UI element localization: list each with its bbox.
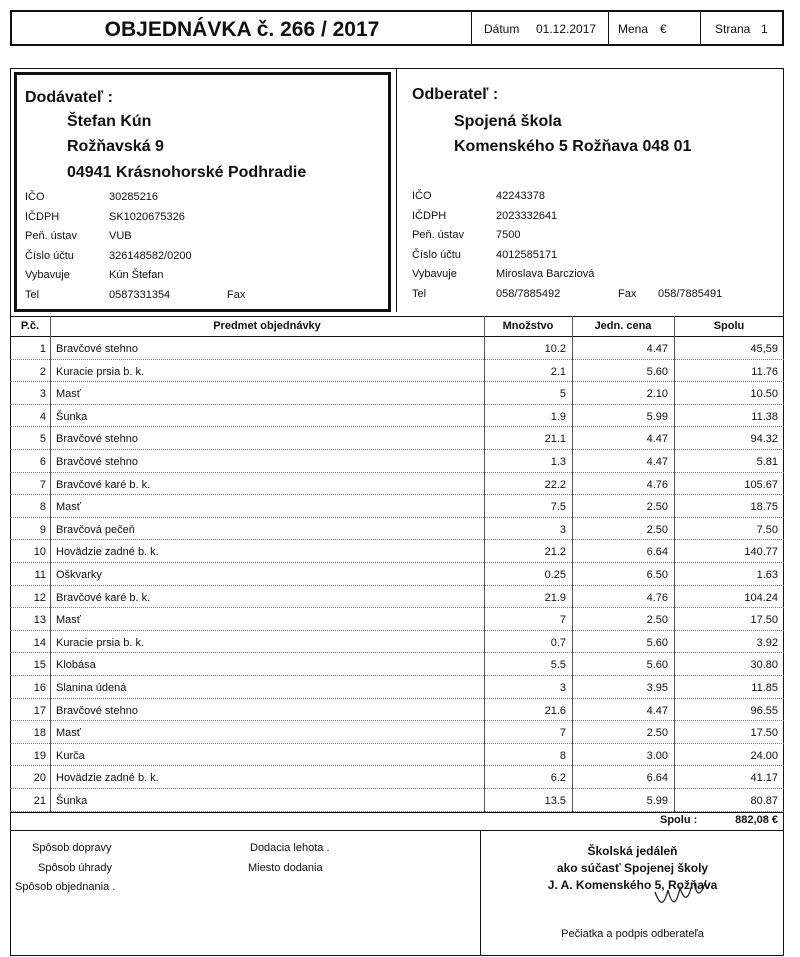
row-total: 80.87 [750,795,778,807]
footer [10,830,784,956]
table-row [10,766,784,789]
supplier-heading: Dodávateľ : [25,89,113,106]
table-row [10,473,784,496]
page-label: Strana [715,22,751,36]
row-item: Bravčové stehno [56,343,138,355]
row-quantity: 3 [559,523,566,536]
delivery-time-label: Dodacia lehota . [250,842,330,854]
row-total: 17.50 [750,727,778,740]
row-quantity: 21.2 [544,546,566,559]
row-quantity: 6.2 [550,772,566,785]
currency-label: Mena [618,22,649,36]
supplier-field-value: SK1020675326 [109,210,185,223]
row-number: 6 [39,456,46,468]
customer-field-label: Tel [412,288,427,300]
header-bar [10,10,784,46]
row-total: 10.50 [750,388,778,401]
row-unit-price: 6.64 [646,546,668,559]
row-quantity: 8 [559,749,566,762]
table-row [10,495,784,518]
row-item: Kuracie prsia b. k. [56,365,145,378]
supplier-name: Štefan Kún [67,113,152,130]
stamp-line-2: ako súčasť Spojenej školy [556,861,709,875]
row-quantity: 2.1 [550,365,566,378]
row-number: 7 [39,478,46,491]
divider [608,12,609,44]
row-number: 13 [33,614,46,627]
row-total: 11.38 [751,410,778,423]
row-item: Bravčová pečeň [56,523,135,536]
date-value: 01.12.2017 [536,22,597,36]
row-total: 94.32 [750,433,778,446]
row-quantity: 5 [559,388,566,401]
delivery-place-label: Miesto dodania [248,862,323,874]
row-total: 18.75 [750,501,778,514]
customer-name: Spojená škola [454,113,562,130]
row-item: Bravčové karé b. k. [56,478,151,491]
table-row [10,360,784,383]
page-value: 1 [761,22,768,36]
row-number: 11 [34,569,46,581]
row-item: Hovädzie zadné b. k. [56,546,159,559]
row-quantity: 7 [559,614,566,627]
row-item: Šunka [56,410,88,423]
row-total: 104.24 [744,591,778,604]
customer-field-value: 7500 [496,229,521,242]
row-total: 140.77 [744,546,778,559]
row-unit-price: 5.99 [646,795,668,807]
row-unit-price: 4.47 [646,433,668,446]
row-unit-price: 5.60 [646,659,668,672]
supplier-field-label: IČDPH [25,210,60,223]
row-quantity: 22.2 [544,478,566,491]
row-item: Klobása [56,659,96,672]
sum-value: 882,08 € [735,814,778,826]
col-header-quantity: Množstvo [502,320,554,332]
row-quantity: 0.25 [544,569,566,581]
row-total: 24.00 [750,749,778,762]
supplier-fax-label: Fax [227,289,246,301]
row-number: 4 [39,410,46,423]
payment-label: Spôsob úhrady [38,862,112,874]
table-row [10,540,784,563]
stamp-line-3: J. A. Komenského 5, Rožňava [547,878,718,892]
customer-field-value: 4012585171 [496,248,558,261]
signature-scribble [650,870,730,910]
supplier-field-label: Vybavuje [25,269,70,281]
row-number: 17 [33,704,46,717]
table-row [10,676,784,699]
row-item: Bravčové stehno [56,456,138,468]
col-header-item: Predmet objednávky [213,320,321,332]
sum-label: Spolu : [660,814,698,826]
row-unit-price: 2.50 [646,614,668,627]
row-item: Bravčové stehno [56,704,138,717]
customer-field-label: IČDPH [412,209,447,222]
row-number: 14 [33,636,46,649]
supplier-city: 04941 Krásnohorské Podhradie [67,164,307,181]
row-quantity: 13.5 [544,795,566,807]
row-quantity: 21.1 [544,433,566,446]
row-total: 96.55 [750,704,778,717]
supplier-field-label: IČO [25,191,45,203]
supplier-field-value: 326148582/0200 [109,249,192,262]
row-total: 7.50 [756,523,778,536]
customer-field-label: Vybavuje [412,268,457,281]
row-total: 30.80 [750,659,778,672]
row-number: 1 [39,343,46,355]
signature-caption: Pečiatka a podpis odberateľa [561,928,704,940]
row-unit-price: 5.99 [646,410,668,423]
row-unit-price: 4.47 [646,704,668,717]
supplier-field-value: 0587331354 [109,288,171,301]
order-method-label: Spôsob objednania . [15,881,116,893]
row-total: 17.50 [750,614,778,627]
row-unit-price: 5.60 [646,365,668,378]
table-row [10,789,784,812]
date-label: Dátum [484,22,520,36]
row-quantity: 3 [559,682,566,694]
col-header-total: Spolu [713,320,745,332]
customer-field-label: Peň. ústav [412,229,464,242]
row-quantity: 10.2 [544,343,566,355]
transport-label: Spôsob dopravy [32,842,112,854]
row-number: 19 [33,749,46,762]
row-item: Oškvarky [56,569,102,581]
page-title: OBJEDNÁVKA č. 266 / 2017 [104,18,380,41]
row-unit-price: 4.47 [646,456,668,468]
row-unit-price: 5.60 [646,636,668,649]
row-number: 3 [39,388,46,401]
table-row [10,405,784,428]
row-quantity: 21.6 [544,704,566,717]
row-total: 11.85 [751,682,778,694]
col-header-number: P.č. [20,320,40,332]
stamp-line-1: Školská jedáleň [587,844,678,858]
row-total: 45,59 [750,343,778,355]
row-item: Masť [56,727,81,740]
customer-fax-value: 058/7885491 [658,288,723,300]
row-quantity: 1.3 [550,456,566,468]
row-unit-price: 2.50 [646,727,668,740]
row-quantity: 0.7 [550,636,566,649]
row-unit-price: 2.50 [646,523,668,536]
supplier-field-label: Číslo účtu [25,249,74,262]
customer-field-value: 2023332641 [496,209,558,222]
row-number: 9 [39,523,46,536]
currency-value: € [660,22,667,36]
table-row [10,450,784,473]
row-item: Kurča [56,749,85,762]
customer-field-label: Číslo účtu [412,248,461,261]
row-item: Slanina údená [56,682,127,694]
row-item: Bravčové stehno [56,433,138,446]
table-row [10,653,784,676]
row-quantity: 1.9 [550,410,566,423]
row-total: 3.92 [756,636,778,649]
row-number: 15 [33,659,46,672]
row-unit-price: 4.76 [646,591,668,604]
row-item: Šunka [56,795,88,807]
row-unit-price: 6.50 [646,569,668,581]
row-total: 41.17 [750,772,778,785]
row-quantity: 7.5 [550,501,566,514]
row-unit-price: 4.76 [646,478,668,491]
row-item: Masť [56,388,81,401]
row-item: Hovädzie zadné b. k. [56,772,159,785]
row-number: 16 [33,682,46,694]
supplier-field-value: VUB [109,230,132,242]
table-row [10,608,784,631]
row-number: 20 [33,772,46,785]
row-quantity: 7 [559,727,566,740]
row-total: 1.63 [756,569,778,581]
customer-address: Komenského 5 Rožňava 048 01 [454,138,692,155]
row-total: 11.76 [751,365,778,378]
row-item: Kuracie prsia b. k. [56,636,145,649]
row-number: 10 [33,546,46,559]
items-table [10,316,784,812]
row-number: 21 [33,795,46,807]
row-number: 5 [39,433,46,446]
row-item: Masť [56,614,81,627]
table-row [10,563,784,586]
table-row [10,382,784,405]
row-number: 12 [33,591,46,604]
table-row [10,631,784,654]
table-row [10,744,784,767]
customer-fax-label: Fax [618,288,637,300]
row-item: Bravčové karé b. k. [56,591,151,604]
row-quantity: 21.9 [544,591,566,604]
row-number: 2 [39,365,46,378]
supplier-field-label: Peň. ústav [25,230,77,242]
row-quantity: 5.5 [550,659,566,672]
supplier-field-value: Kún Štefan [109,269,164,281]
row-unit-price: 2.10 [646,388,668,401]
row-number: 8 [39,501,46,514]
customer-field-value: Miroslava Barcziová [496,268,595,281]
customer-block [396,72,784,312]
row-total: 105.67 [744,478,778,491]
table-row [10,427,784,450]
row-total: 5.81 [756,456,778,468]
supplier-street: Rožňavská 9 [67,138,164,155]
supplier-field-value: 30285216 [109,191,158,203]
customer-field-value: 42243378 [496,190,545,202]
divider [471,12,472,44]
customer-field-label: IČO [412,190,432,202]
table-row [10,518,784,541]
col-header-unit-price: Jedn. cena [594,320,652,332]
row-unit-price: 4.47 [646,343,668,355]
row-item: Masť [56,501,81,514]
row-number: 18 [33,727,46,740]
table-row [10,586,784,609]
customer-field-value: 058/7885492 [496,288,561,300]
row-unit-price: 6.64 [646,772,668,785]
divider [700,12,701,44]
table-row [10,721,784,744]
row-unit-price: 3.00 [646,749,668,762]
table-row [10,337,784,360]
table-row [10,699,784,722]
row-unit-price: 3.95 [646,682,668,694]
supplier-field-label: Tel [25,288,40,301]
supplier-box [14,72,391,312]
row-unit-price: 2.50 [646,501,668,514]
customer-heading: Odberateľ : [412,86,499,103]
